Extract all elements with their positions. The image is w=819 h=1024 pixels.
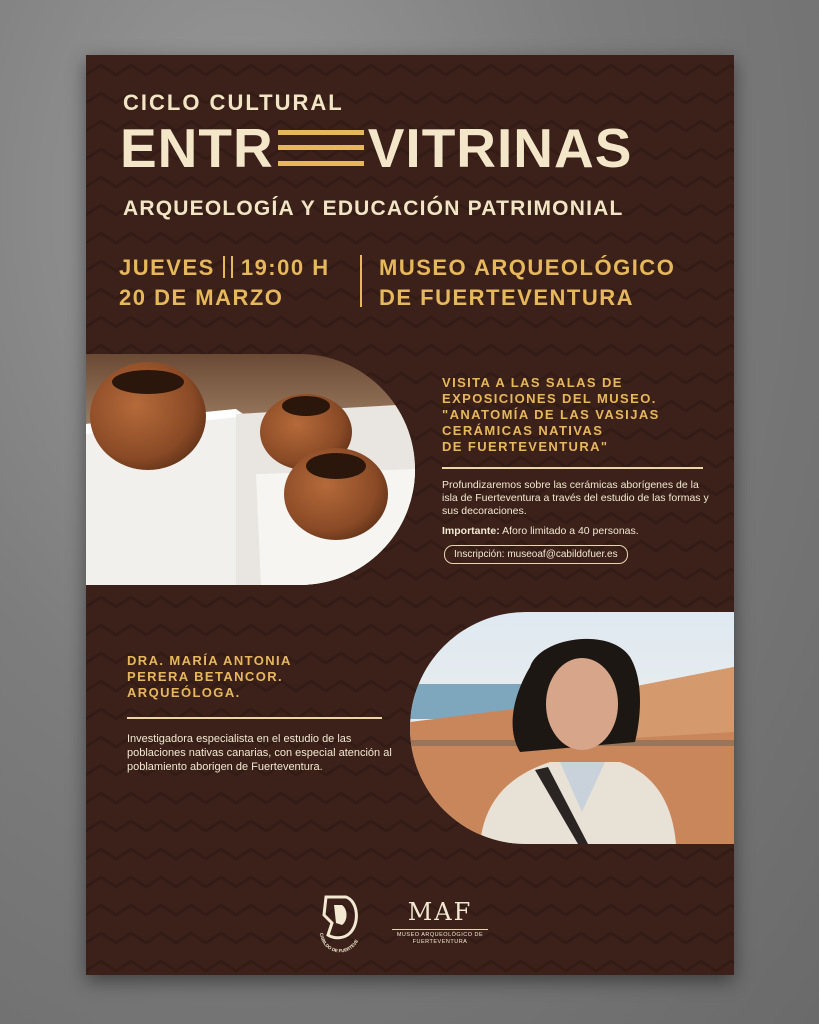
museo-logo-rule [392,929,488,930]
visit-line2: EXPOSICIONES DEL MUSEO. [442,391,657,406]
subtitle: ARQUEOLOGÍA Y EDUCACIÓN PATRIMONIAL [123,197,624,220]
speaker-name [127,653,292,701]
speaker-photo [410,612,734,844]
ceramics-photo [86,354,415,585]
speaker-line1: DRA. MARÍA ANTONIA [127,653,292,668]
title-bars-graphic [276,128,366,168]
important-label: Importante: [442,525,500,537]
venue-line1: MUSEO ARQUEOLÓGICO [379,255,676,280]
visit-line5: DE FUERTEVENTURA" [442,439,609,454]
ciclo-label: CICLO CULTURAL [123,90,344,115]
title-left: ENTR [120,117,274,179]
visit-line1: VISITA A LAS SALAS DE [442,375,623,390]
visit-line3: "ANATOMÍA DE LAS VASIJAS [442,407,660,422]
important-note [442,525,639,537]
event-datetime [119,253,330,313]
speaker-line2: PERERA BETANCOR. [127,669,284,684]
speaker-rule [127,717,382,719]
museo-logo-line1: MUSEO ARQUEOLÓGICO DE [396,932,484,938]
double-bar-separator [223,256,233,278]
event-time: 19:00 H [240,255,330,280]
visit-title [442,375,660,455]
divider-line [360,255,362,307]
cabildo-logo-text: CABILDO DE FUERTEVE [318,932,360,954]
title-right: VITRINAS [367,117,633,179]
visit-line4: CERÁMICAS NATIVAS [442,423,604,438]
museo-logo-mark: MAF [407,898,473,926]
main-title [120,118,632,178]
speaker-line3: ARQUEÓLOGA. [127,685,241,700]
registration-email-link[interactable]: Inscripción: museoaf@cabildofuer.es [444,545,628,564]
visit-rule [442,467,703,469]
museo-logo [388,898,492,960]
visit-description: Profundizaremos sobre las cerámicas aborígenes de la isla de Fuerteventura a través del estudio de las formas y sus decoraciones. [442,479,709,517]
important-text: Aforo limitado a 40 personas. [499,525,639,537]
speaker-bio: Investigadora especialista en el estudio de las poblaciones nativas canarias, con especial atención al poblamiento aborigen de Fuerteventura. [127,733,392,773]
museo-logo-line2: FUERTEVENTURA [412,939,468,945]
event-date: 20 DE MARZO [119,285,284,310]
event-day: JUEVES [119,255,215,280]
cabildo-logo [314,893,364,959]
event-venue [379,253,675,313]
poster [86,55,734,975]
venue-line2: DE FUERTEVENTURA [379,285,635,310]
